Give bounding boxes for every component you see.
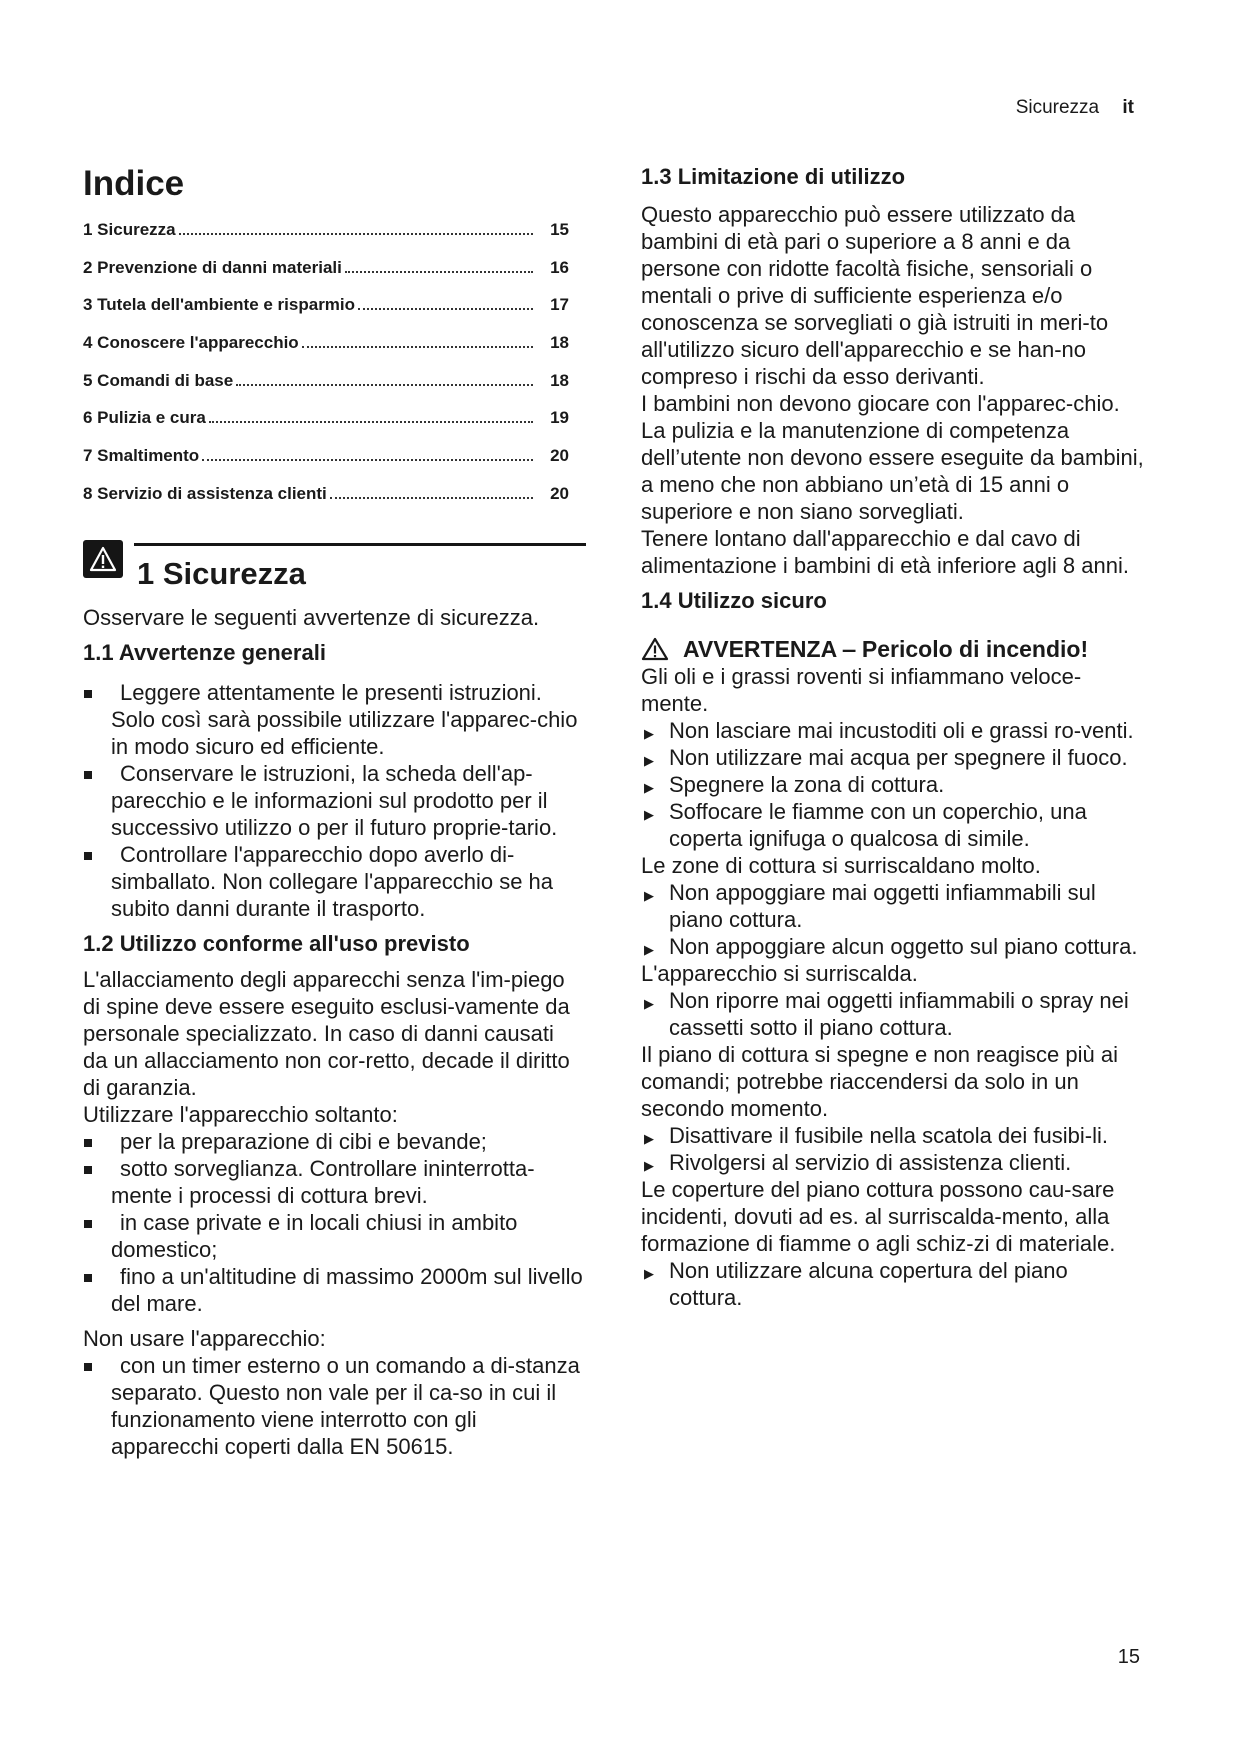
toc-leader-dots [236,384,533,386]
toc-entry[interactable] [83,484,569,522]
paragraph: Gli oli e i grassi roventi si infiammano veloce-mente. [641,664,1082,716]
toc-entry-page: 18 [550,333,569,353]
fire-warning-title: AVVERTENZA ‒ Pericolo di incendio! [683,636,1089,662]
warning-triangle-icon [641,637,669,661]
toc-leader-dots [330,497,533,499]
cover-steps-list [641,1257,1146,1311]
toc-entry-page: 20 [550,483,569,503]
toc-leader-dots [209,421,533,423]
table-of-contents [83,220,569,522]
triangle-bullet-icon: ▶ [644,888,654,903]
fire-steps-list [641,717,1146,852]
list-item: fino a un'altitudine di massimo 2000m sul livello del mare. [83,1263,583,1317]
list-item: ▶ Non appoggiare mai oggetti infiammabili sul piano cottura. [644,880,1096,932]
square-bullet-icon [84,1363,92,1371]
overheat-steps-list [641,987,1146,1041]
toc-entry[interactable] [83,295,569,333]
section-1-title: 1 Sicurezza [137,556,306,591]
subsection-1-4-title: 1.4 Utilizzo sicuro [641,588,827,613]
subsection-1-3-title: 1.3 Limitazione di utilizzo [641,164,906,189]
paragraph: Utilizzare l'apparecchio soltanto: [83,1102,398,1127]
paragraph: Non usare l'apparecchio: [83,1326,326,1351]
paragraph: L'apparecchio si surriscalda. [641,961,918,986]
page-number: 15 [1117,1646,1140,1668]
toc-entry[interactable] [83,333,569,371]
triangle-bullet-icon: ▶ [644,753,654,768]
triangle-bullet-icon: ▶ [644,1158,654,1173]
toc-entry[interactable] [83,220,569,258]
triangle-bullet-icon: ▶ [644,807,654,822]
toc-entry-label: 7 Smaltimento [83,446,200,466]
section-rule [134,543,586,546]
toc-entry-page: 15 [550,220,569,239]
list-item: ▶ Non appoggiare alcun oggetto sul piano cottura. [641,933,1146,960]
running-header [1016,97,1134,119]
toc-entry-page: 20 [550,446,569,466]
list-item: ▶ Non utilizzare alcuna copertura del piano cottura. [644,1258,1068,1310]
hot-zone-steps-list [641,879,1146,960]
toc-entry-page: 18 [550,370,569,390]
subsection-1-2-title: 1.2 Utilizzo conforme all'uso previsto [83,931,470,956]
square-bullet-icon [84,690,92,698]
list-item: ▶ Disattivare il fusibile nella scatola dei fusibi-li. [641,1122,1146,1149]
toc-entry-label: 5 Comandi di base [83,370,234,390]
header-section-name: Sicurezza [1015,97,1100,118]
toc-entry-label: 3 Tutela dell'ambiente e risparmio [83,295,356,315]
list-item: Conservare le istruzioni, la scheda dell'ap-parecchio e le informazioni sul prodotto per il successivo utilizzo o per il futuro proprie-tario. [83,760,583,841]
toc-title: Indice [83,164,185,203]
square-bullet-icon [84,1166,92,1174]
triangle-bullet-icon: ▶ [644,780,654,795]
triangle-bullet-icon: ▶ [644,942,654,957]
toc-leader-dots [179,233,533,235]
toc-leader-dots [202,459,533,461]
square-bullet-icon [84,1274,92,1282]
triangle-bullet-icon: ▶ [644,726,654,741]
list-item: in case private e in locali chiusi in ambito domestico; [83,1209,583,1263]
paragraph: Questo apparecchio può essere utilizzato da bambini di età pari o superiore a 8 anni e da persone con ridotte facoltà fisiche, sensoriali o mentali o prive di sufficiente esperienza e/o conoscenza se sorvegliati o già istruiti in meri-to all'utilizzo sicuro dell'apparecchio e se han-no compreso i rischi da esso derivanti. [641,202,1109,389]
toc-leader-dots [358,308,533,310]
triangle-bullet-icon: ▶ [644,1131,654,1146]
malfunction-steps-list [641,1122,1146,1176]
triangle-bullet-icon: ▶ [644,1266,654,1281]
warning-triangle-icon [83,540,123,578]
paragraph: Le zone di cottura si surriscaldano molto. [641,853,1041,878]
list-item: sotto sorveglianza. Controllare ininterrotta-mente i processi di cottura brevi. [83,1155,583,1209]
paragraph: Tenere lontano dall'apparecchio e dal cavo di alimentazione i bambini di età inferiore agli 8 anni. [641,526,1129,578]
list-item: ▶ Soffocare le fiamme con un coperchio, una coperta ignifuga o qualcosa di simile. [644,799,1087,851]
right-column-body [641,163,1146,1311]
toc-entry-page: 16 [550,257,569,277]
list-item: Leggere attentamente le presenti istruzioni. Solo così sarà possibile utilizzare l'apparec-chio in modo sicuro ed efficiente. [83,679,583,760]
toc-entry-page: 19 [550,408,569,428]
square-bullet-icon [84,771,92,779]
list-item: con un timer esterno o un comando a di-stanza separato. Questo non vale per il ca-so in cui il funzionamento viene interrotto con gli apparecchi coperti dalla EN 50615. [83,1352,583,1460]
paragraph: Le coperture del piano cottura possono cau-sare incidenti, dovuti ad es. al surriscalda-mento, alla formazione di fiamme o agli schiz-zi di materiale. [641,1177,1116,1256]
toc-entry-label: 4 Conoscere l'apparecchio [83,333,299,353]
toc-entry-page: 17 [550,295,569,315]
prohibited-use-list [83,1352,583,1460]
toc-entry-label: 1 Sicurezza [83,220,176,239]
section-1-heading [83,540,586,606]
list-item: Controllare l'apparecchio dopo averlo di-simballato. Non collegare l'apparecchio se ha subito danni durante il trasporto. [83,841,583,922]
paragraph: Il piano di cottura si spegne e non reagisce più ai comandi; potrebbe riaccendersi da solo in un secondo momento. [641,1042,1118,1121]
list-item: ▶ Spegnere la zona di cottura. [641,771,1146,798]
left-column-body [83,604,583,1460]
section-1-intro: Osservare le seguenti avvertenze di sicurezza. [83,605,540,630]
paragraph: La pulizia e la manutenzione di competenza dell’utente non devono essere eseguite da bambini, a meno che non abbiano un’età di 15 anni o superiore e non siano sorvegliati. [641,418,1144,524]
fire-warning-heading [641,635,1146,663]
list-item: ▶ Non utilizzare mai acqua per spegnere il fuoco. [641,744,1146,771]
general-warnings-list [83,679,583,922]
toc-entry[interactable] [83,371,569,409]
permitted-use-list [83,1128,583,1317]
toc-entry[interactable] [83,408,569,446]
toc-entry-label: 6 Pulizia e cura [83,408,206,428]
list-item: per la preparazione di cibi e bevande; [83,1128,583,1155]
square-bullet-icon [84,1139,92,1147]
list-item: ▶ Non lasciare mai incustoditi oli e grassi ro-venti. [641,717,1146,744]
paragraph: L'allacciamento degli apparecchi senza l'im-piego di spine deve essere eseguito esclusi-vamente da personale specializzato. In caso di danni causati da un allacciamento non cor-retto, decade il diritto di garanzia. [83,967,570,1100]
subsection-1-1-title: 1.1 Avvertenze generali [83,640,326,665]
toc-leader-dots [302,346,533,348]
square-bullet-icon [84,1220,92,1228]
toc-leader-dots [345,271,533,273]
toc-entry-label: 2 Prevenzione di danni materiali [83,257,342,277]
toc-entry-label: 8 Servizio di assistenza clienti [83,483,327,503]
header-language-code: it [1122,97,1134,118]
toc-entry[interactable] [83,446,569,484]
toc-entry[interactable] [83,258,569,296]
triangle-bullet-icon: ▶ [644,996,654,1011]
square-bullet-icon [84,852,92,860]
list-item: ▶ Rivolgersi al servizio di assistenza clienti. [641,1149,1146,1176]
paragraph: I bambini non devono giocare con l'apparec-chio. [641,391,1120,416]
list-item: ▶ Non riporre mai oggetti infiammabili o spray nei cassetti sotto il piano cottura. [644,988,1129,1040]
